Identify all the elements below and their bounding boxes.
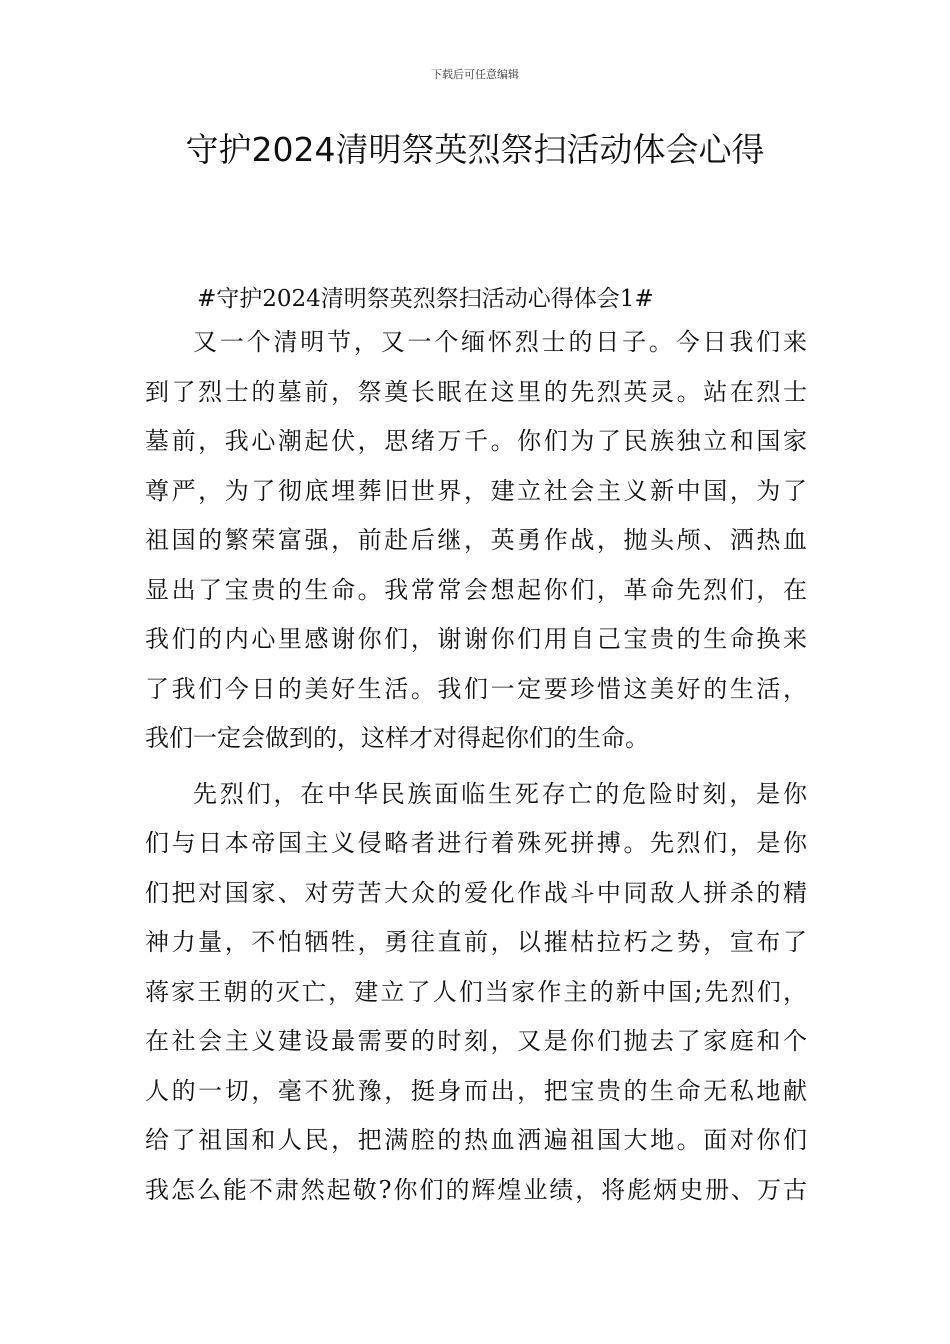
paragraph-line: 显出了宝贵的生命。我常常会想起你们，革命先烈们，在 — [145, 575, 807, 604]
paragraph-line: 在社会主义建设最需要的时刻，又是你们抛去了家庭和个 — [145, 1027, 807, 1055]
paragraph-line: 到了烈士的墓前，祭奠长眠在这里的先烈英灵。站在烈士 — [145, 377, 807, 406]
paragraph-line: 了我们今日的美好生活。我们一定要珍惜这美好的生活， — [145, 674, 807, 703]
paragraph-line: 祖国的繁荣富强，前赴后继，英勇作战，抛头颅、洒热血 — [145, 526, 807, 554]
paragraph-line: 人的一切，毫不犹豫，挺身而出，把宝贵的生命无私地献 — [145, 1076, 807, 1105]
header-note: 下载后可任意编辑 — [431, 68, 519, 81]
section-heading: #守护2024清明祭英烈祭扫活动心得体会1# — [197, 286, 654, 312]
paragraph-line: 给了祖国和人民，把满腔的热血洒遍祖国大地。面对你们 — [145, 1126, 807, 1154]
paragraph-line: 先烈们，在中华民族面临生死存亡的危险时刻，是你 — [193, 779, 807, 808]
paragraph-2 — [145, 770, 807, 1216]
paragraph-1 — [145, 318, 807, 764]
paragraph-line: 们把对国家、对劳苦大众的爱化作战斗中同敌人拼杀的精 — [145, 878, 807, 907]
paragraph-line: 尊严，为了彻底埋葬旧世界，建立社会主义新中国，为了 — [145, 476, 807, 505]
paragraph-line: 们与日本帝国主义侵略者进行着殊死拼搏。先烈们，是你 — [145, 829, 807, 857]
paragraph-line: 神力量，不怕牺牲，勇往直前，以摧枯拉朽之势，宣布了 — [145, 928, 807, 956]
document-body — [145, 280, 807, 1215]
paragraph-line: 我怎么能不肃然起敬?你们的辉煌业绩，将彪炳史册、万古 — [145, 1175, 807, 1204]
paragraph-line: 我们的内心里感谢你们，谢谢你们用自己宝贵的生命换来 — [145, 625, 807, 653]
paragraph-line: 墓前，我心潮起伏，思绪万千。你们为了民族独立和国家 — [145, 427, 807, 455]
paragraph-line: 又一个清明节，又一个缅怀烈士的日子。今日我们来 — [193, 328, 807, 356]
paragraph-line: 蒋家王朝的灭亡，建立了人们当家作主的新中国;先烈们， — [145, 977, 807, 1006]
document-title: 守护2024清明祭英烈祭扫活动体会心得 — [185, 130, 765, 169]
paragraph-line: 我们一定会做到的，这样才对得起你们的生命。 — [145, 724, 649, 752]
